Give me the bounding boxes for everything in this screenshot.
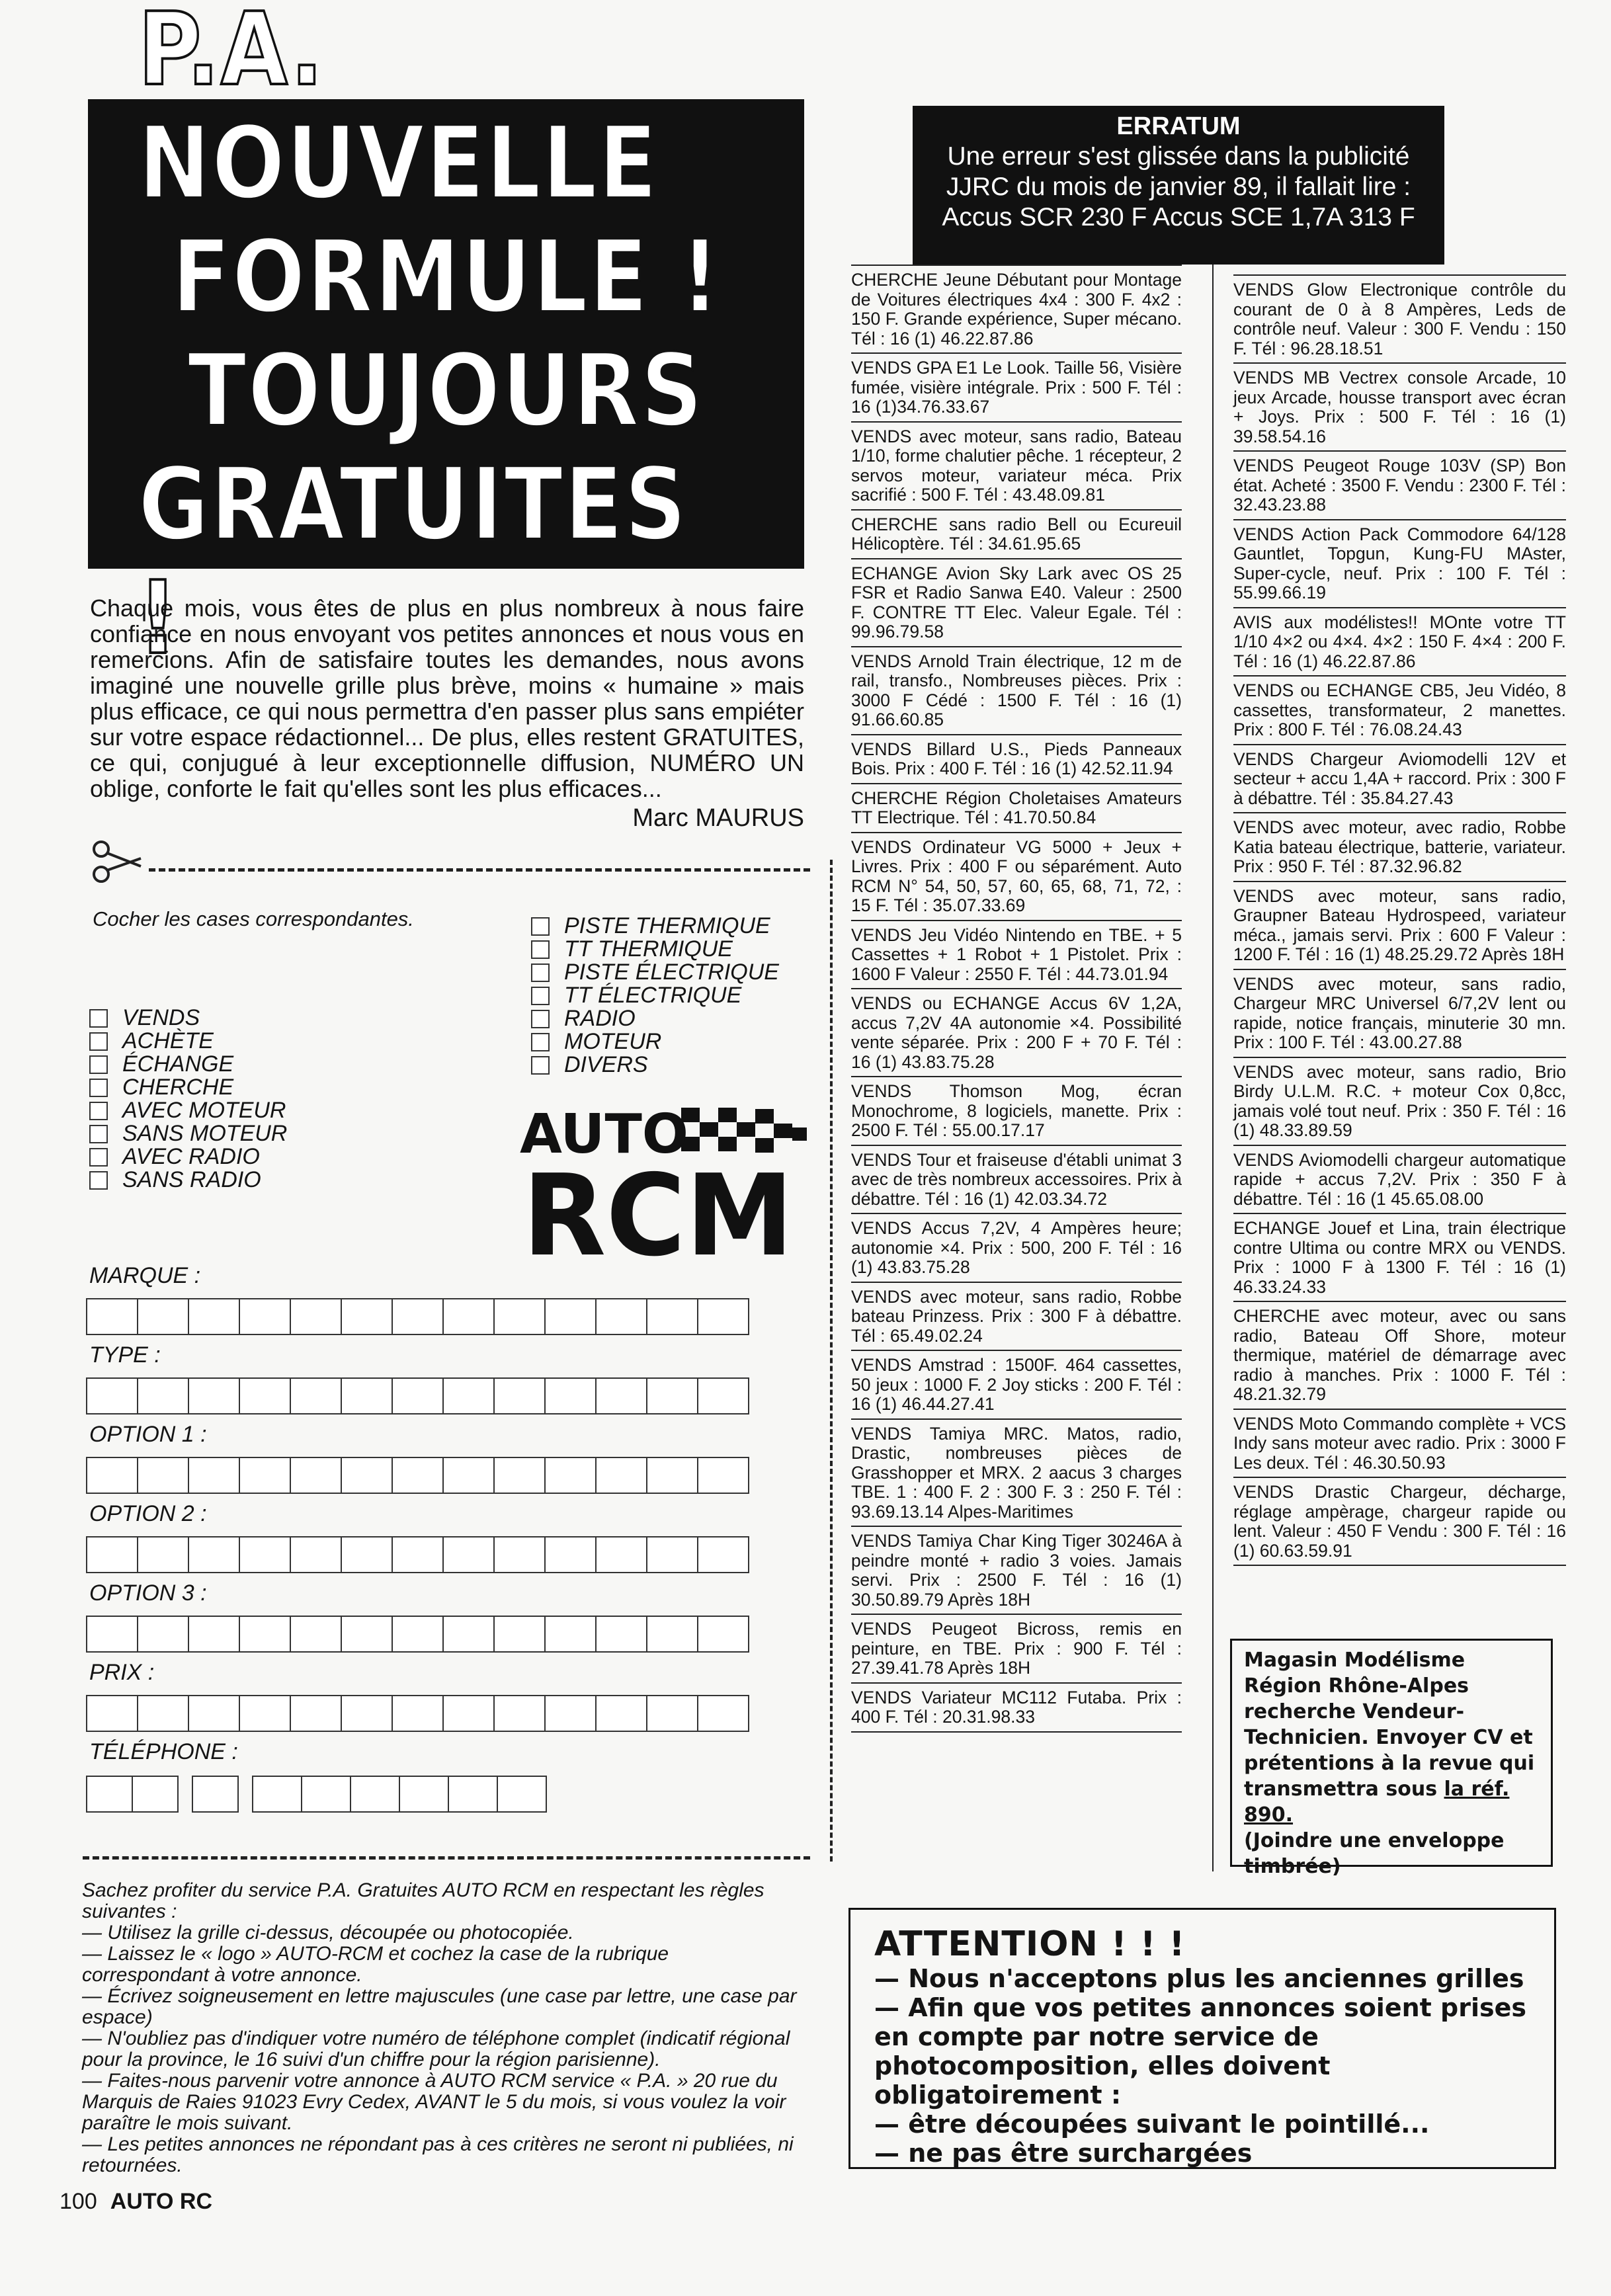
headline-line: FORMULE ! — [171, 218, 721, 335]
rules-line: — Laissez le « logo » AUTO-RCM et cochez la case de la rubrique correspondant à votre annonce. — [82, 1943, 669, 1986]
logo-auto: AUTO — [520, 1103, 688, 1166]
letter-cell[interactable] — [188, 1536, 239, 1573]
classified-ad: VENDS Billard U.S., Pieds Panneaux Bois. Prix : 400 F. Tél : 16 (1) 42.52.11.94 — [851, 735, 1182, 784]
classified-ad: CHERCHE sans radio Bell ou Ecureuil Hélicoptère. Tél : 34.61.95.65 — [851, 511, 1182, 559]
letter-cell[interactable] — [399, 1776, 448, 1813]
letter-cell[interactable] — [646, 1457, 697, 1494]
checkbox-label: PISTE THERMIQUE — [564, 913, 770, 938]
letter-cell[interactable] — [239, 1457, 290, 1494]
classified-ad: VENDS avec moteur, sans radio, Chargeur MRC Universel 6/7,2V lent ou rapide, notice français, minuterie 30 mn. Prix : 100 F. Tél : 43.00.27.88 — [1233, 970, 1566, 1058]
letter-cell[interactable] — [697, 1695, 749, 1732]
intro-text: Chaque mois, vous êtes de plus en plus nombreux à nous faire confiance en nous envoyant vos petites annonces et nous vous en remercions. Afin de satisfaire toutes les demandes, nous avons imaginé une nouvelle grille plus brève, moins « humaine » mais plus efficace, ce qui nous permettra d'en passer plus sans empiéter sur votre espace rédactionnel... De plus, elles restent GRATUITES, ce qui, conjugué à leur exceptionnelle diffusion, NUMÉRO UN oblige, conforte le fait qu'elles sont les plus efficaces... — [90, 594, 804, 802]
magazine-name: AUTO RC — [110, 2189, 212, 2214]
classified-ad: CHERCHE Région Choletaises Amateurs TT Electrique. Tél : 41.70.50.84 — [851, 784, 1182, 833]
letter-cell[interactable] — [188, 1377, 239, 1414]
letter-cell[interactable] — [86, 1616, 137, 1653]
scissors-icon — [89, 840, 142, 886]
field-label-option-2: OPTION 2 : — [89, 1501, 207, 1526]
checkbox-label: VENDS — [122, 1005, 200, 1030]
erratum-line: Une erreur s'est glissée dans la publicité — [947, 142, 1410, 171]
letter-cell[interactable] — [239, 1536, 290, 1573]
checkbox-label: TT ÉLECTRIQUE — [564, 983, 742, 1008]
letter-cell[interactable] — [448, 1776, 497, 1813]
classified-ad: VENDS avec moteur, sans radio, Bateau 1/10, forme chalutier pêche. 1 récepteur, 2 servos moteur, variateur méca. Prix sacrifié : 500 F. Tél : 43.48.09.81 — [851, 423, 1182, 511]
checkbox-box[interactable] — [531, 987, 550, 1005]
letter-cell[interactable] — [595, 1616, 646, 1653]
classified-ad: CHERCHE Jeune Débutant pour Montage de Voitures électriques 4x4 : 300 F. 4x2 : 150 F. Grande expérience, Super mécano. Tél : 16 (1) 46.22.87.86 — [851, 265, 1182, 354]
letter-cell[interactable] — [137, 1457, 188, 1494]
classified-ad: VENDS Variateur MC112 Futaba. Prix : 400 F. Tél : 20.31.98.33 — [851, 1684, 1182, 1733]
classified-ad: VENDS GPA E1 Le Look. Taille 56, Visière fumée, visière intégrale. Prix : 500 F. Tél : 16 (1)34.76.33.67 — [851, 354, 1182, 423]
letter-cell[interactable] — [341, 1695, 392, 1732]
letter-cell[interactable] — [595, 1298, 646, 1335]
field-label-option-3: OPTION 3 : — [89, 1580, 207, 1606]
letter-cell[interactable] — [350, 1776, 399, 1813]
checkbox-label: AVEC MOTEUR — [122, 1098, 286, 1123]
headline-line: TOUJOURS — [188, 332, 704, 449]
field-label-option-1: OPTION 1 : — [89, 1422, 207, 1447]
rules-line: Sachez profiter du service P.A. Gratuites AUTO RCM en respectant les règles suivantes : — [82, 1879, 764, 1922]
letter-cell[interactable] — [290, 1298, 341, 1335]
headline-line: P.A. NOUVELLE — [138, 0, 659, 222]
letter-cell[interactable] — [137, 1298, 188, 1335]
letter-cell[interactable] — [192, 1776, 239, 1813]
vertical-cut-line — [830, 860, 833, 1862]
classified-ad: VENDS avec moteur, sans radio, Graupner Bateau Hydrospeed, variateur méca., jamais servi. Prix : 600 F Valeur : 1200 F. Tél : 16 (1) 48.25.29.72 Après 18H — [1233, 882, 1566, 970]
auto-rcm-logo — [516, 1101, 810, 1260]
letter-cell[interactable] — [137, 1695, 188, 1732]
checkbox-label: SANS RADIO — [122, 1167, 261, 1192]
erratum-line: Accus SCR 230 F Accus SCE 1,7A 313 F — [942, 203, 1415, 231]
headline-line: GRATUITES ! — [138, 446, 688, 676]
letter-cell[interactable] — [392, 1457, 442, 1494]
field-grid-option-3[interactable] — [86, 1616, 749, 1651]
classified-ad: VENDS avec moteur, sans radio, Brio Birdy U.L.M. R.C. + moteur Cox 0,8cc, jamais volé tout neuf. Prix : 350 F. Tél : 16 (1) 48.33.89.59 — [1233, 1058, 1566, 1146]
letter-cell[interactable] — [341, 1377, 392, 1414]
letter-cell[interactable] — [392, 1377, 442, 1414]
letter-cell[interactable] — [290, 1695, 341, 1732]
letter-cell[interactable] — [544, 1616, 595, 1653]
ads-column-middle — [851, 265, 1182, 1733]
letter-cell[interactable] — [544, 1536, 595, 1573]
letter-cell[interactable] — [86, 1536, 137, 1573]
job-offer-text: Magasin Modélisme Région Rhône-Alpes recherche Vendeur-Technicien. Envoyer CV et prétentions à la revue qui transmettra sous — [1244, 1649, 1535, 1801]
checkbox-box[interactable] — [89, 1079, 108, 1097]
checkbox-label: DIVERS — [564, 1052, 648, 1077]
classified-ad: VENDS ou ECHANGE Accus 6V 1,2A, accus 7,2V 4A autonomie ×4. Possibilité vente séparée. Prix : 200 F + 70 F. Tél : 16 (1) 43.83.75.28 — [851, 989, 1182, 1077]
logo-rcm: RCM — [522, 1151, 794, 1260]
letter-cell[interactable] — [290, 1377, 341, 1414]
checkbox-label: ÉCHANGE — [122, 1051, 234, 1077]
letter-cell[interactable] — [188, 1695, 239, 1732]
page-footer — [60, 2189, 212, 2215]
rules-text — [82, 1880, 800, 2176]
field-grid-telephone[interactable] — [86, 1776, 547, 1811]
classified-ad: VENDS Accus 7,2V, 4 Ampères heure; autonomie ×4. Prix : 500, 200 F. Tél : 16 (1) 43.83.75.28 — [851, 1214, 1182, 1283]
checkbox-box[interactable] — [531, 1056, 550, 1075]
attention-line: — Nous n'acceptons plus les anciennes grilles — [874, 1964, 1524, 1993]
letter-cell[interactable] — [493, 1616, 544, 1653]
letter-cell[interactable] — [301, 1776, 350, 1813]
classified-ad: VENDS ou ECHANGE CB5, Jeu Vidéo, 8 cassettes, transformateur, 2 manettes. Prix : 800 F. Tél : 76.08.24.43 — [1233, 676, 1566, 745]
checkbox-label: TT THERMIQUE — [564, 936, 733, 962]
letter-cell[interactable] — [493, 1695, 544, 1732]
column-divider — [1212, 265, 1214, 1871]
field-grid-option-2[interactable] — [86, 1536, 749, 1572]
intro-paragraph — [90, 595, 804, 831]
classified-ad: VENDS Drastic Chargeur, décharge, réglage ampèrage, chargeur rapide ou lent. Valeur : 450 F Vendu : 300 F. Tél : 16 (1) 60.63.59.91 — [1233, 1478, 1566, 1566]
letter-cell[interactable] — [86, 1776, 132, 1813]
ads-column-right — [1233, 274, 1566, 1566]
checkbox-avec-radio[interactable] — [89, 1145, 287, 1168]
letter-cell[interactable] — [595, 1457, 646, 1494]
field-grid-type[interactable] — [86, 1377, 749, 1413]
classified-ad: VENDS Glow Electronique contrôle du courant de 0 à 8 Ampères, Leds de contrôle neuf. Valeur : 300 F. Vendu : 150 F. Tél : 96.28.18.51 — [1233, 274, 1566, 364]
checkbox-tt-electrique[interactable] — [531, 984, 779, 1007]
rules-line: — Écrivez soigneusement en lettre majuscules (une case par lettre, une case par espace) — [82, 1985, 797, 2028]
checkbox-achete[interactable] — [89, 1030, 287, 1053]
checkbox-box[interactable] — [89, 1032, 108, 1051]
classified-ad: VENDS Amstrad : 1500F. 464 cassettes, 50 jeux : 1000 F. 2 Joy sticks : 200 F. Tél : 16 (1) 46.44.27.41 — [851, 1351, 1182, 1420]
letter-cell[interactable] — [392, 1695, 442, 1732]
classified-ad: VENDS Tour et fraiseuse d'établi unimat 3 avec de très nombreux accessoires. Prix à débattre. Tél : 16 (1) 42.03.34.72 — [851, 1146, 1182, 1215]
letter-cell[interactable] — [646, 1377, 697, 1414]
classified-ad: VENDS Tamiya MRC. Matos, radio, Drastic, nombreuses pièces de Grasshopper et MRX. 2 aacus 3 charges TBE. 1 : 400 F. 2 : 300 F. 3 : 250 F. Tél : 93.69.13.14 Alpes-Maritimes — [851, 1420, 1182, 1528]
checkbox-box[interactable] — [89, 1125, 108, 1143]
letter-cell[interactable] — [341, 1536, 392, 1573]
letter-cell[interactable] — [290, 1457, 341, 1494]
letter-cell[interactable] — [188, 1457, 239, 1494]
letter-cell[interactable] — [646, 1616, 697, 1653]
letter-cell[interactable] — [188, 1298, 239, 1335]
checkbox-label: RADIO — [564, 1006, 636, 1031]
classified-ad: VENDS Tamiya Char King Tiger 30246A à peindre monté + radio 3 voies. Jamais servi. Prix : 2500 F. Tél : 16 (1) 30.50.89.79 Après 18H — [851, 1527, 1182, 1615]
letter-cell[interactable] — [697, 1536, 749, 1573]
classified-ad: ECHANGE Avion Sky Lark avec OS 25 FSR et Radio Sanwa E40. Valeur : 2500 F. CONTRE TT Elec. Valeur Egale. Tél : 99.96.79.58 — [851, 559, 1182, 647]
letter-cell[interactable] — [544, 1695, 595, 1732]
letter-cell[interactable] — [239, 1377, 290, 1414]
erratum-title: ERRATUM — [1116, 112, 1241, 140]
letter-cell[interactable] — [392, 1616, 442, 1653]
letter-cell[interactable] — [86, 1377, 137, 1414]
letter-cell[interactable] — [493, 1457, 544, 1494]
checkbox-label: ACHÈTE — [122, 1028, 214, 1053]
letter-cell[interactable] — [646, 1298, 697, 1335]
checkbox-box[interactable] — [89, 1171, 108, 1190]
rules-line: — Les petites annonces ne répondant pas à ces critères ne seront ni publiées, ni retournées. — [82, 2133, 794, 2176]
classified-ad: ECHANGE Jouef et Lina, train électrique contre Ultima ou contre MRX ou VENDS. Prix : 1000 F à 1300 F. Tél : 16 (1) 46.33.24.33 — [1233, 1214, 1566, 1302]
checkbox-box[interactable] — [89, 1102, 108, 1120]
field-label-telephone: TÉLÉPHONE : — [89, 1739, 238, 1764]
letter-cell[interactable] — [188, 1616, 239, 1653]
classified-ad: VENDS Action Pack Commodore 64/128 Gauntlet, Topgun, Kung-FU MAster, Super-cycle, neuf. Prix : 100 F. Tél : 55.99.66.19 — [1233, 520, 1566, 608]
classified-ad: VENDS Moto Commando complète + VCS Indy sans moteur avec radio. Prix : 3000 F Les deux. Tél : 46.30.50.93 — [1233, 1410, 1566, 1479]
letter-cell[interactable] — [341, 1616, 392, 1653]
cut-line-top — [149, 868, 810, 872]
letter-cell[interactable] — [544, 1377, 595, 1414]
attention-line: — ne pas être surchargées — [874, 2139, 1253, 2168]
letter-cell[interactable] — [595, 1377, 646, 1414]
field-label-type: TYPE : — [89, 1342, 161, 1368]
letter-cell[interactable] — [442, 1616, 493, 1653]
letter-cell[interactable] — [86, 1695, 137, 1732]
checkbox-sans-radio[interactable] — [89, 1168, 287, 1192]
checkbox-box[interactable] — [89, 1055, 108, 1074]
checkbox-label: CHERCHE — [122, 1075, 234, 1100]
classified-ad: CHERCHE avec moteur, avec ou sans radio, Bateau Off Shore, moteur thermique, matériel de démarrage avec radio à manches. Prix : 1000 F. Tél : 48.21.32.79 — [1233, 1302, 1566, 1410]
letter-cell[interactable] — [341, 1457, 392, 1494]
phone-group — [86, 1776, 179, 1811]
rules-line: — Faites-nous parvenir votre annonce à AUTO RCM service « P.A. » 20 rue du Marquis de Raies 91023 Evry Cedex, AVANT le 5 du mois, si vous voulez la voir paraître le mois suivant. — [82, 2070, 786, 2134]
letter-cell[interactable] — [442, 1298, 493, 1335]
rules-line: — Utilisez la grille ci-dessus, découpée ou photocopiée. — [82, 1922, 574, 1944]
letter-cell[interactable] — [252, 1776, 301, 1813]
letter-cell[interactable] — [86, 1298, 137, 1335]
letter-cell[interactable] — [697, 1616, 749, 1653]
classified-ad: VENDS Ordinateur VG 5000 + Jeux + Livres. Prix : 400 F ou séparément. Auto RCM N° 54, 50, 57, 60, 65, 68, 71, 72, : 15 F. Tél : 35.07.33.69 — [851, 833, 1182, 921]
letter-cell[interactable] — [493, 1298, 544, 1335]
attention-title: ATTENTION ! ! ! — [874, 1924, 1186, 1964]
attention-box — [848, 1908, 1556, 2169]
checkbox-echange[interactable] — [89, 1053, 287, 1076]
phone-group — [192, 1776, 239, 1811]
category-list-right — [531, 915, 779, 1077]
letter-cell[interactable] — [442, 1457, 493, 1494]
classified-ad: VENDS avec moteur, sans radio, Robbe bateau Prinzess. Prix : 300 F à débattre. Tél : 65.49.02.24 — [851, 1283, 1182, 1352]
letter-cell[interactable] — [239, 1616, 290, 1653]
letter-cell[interactable] — [544, 1457, 595, 1494]
attention-line: — Afin que vos petites annonces soient prises en compte par notre service de photocomposition, elles doivent obligatoirement : — [874, 1993, 1527, 2110]
category-list-left — [89, 1006, 287, 1192]
letter-cell[interactable] — [497, 1776, 547, 1813]
classified-ad: VENDS Aviomodelli chargeur automatique rapide + accus 7,2V. Prix : 350 F à débattre. Tél : 16 (1 45.65.08.00 — [1233, 1146, 1566, 1215]
field-grid-marque[interactable] — [86, 1298, 749, 1334]
classified-ad: VENDS MB Vectrex console Arcade, 10 jeux Arcade, housse transport avec écran + Joys. Prix : 500 F. Tél : 16 (1) 39.58.54.16 — [1233, 364, 1566, 452]
form-instruction: Cocher les cases correspondantes. — [93, 907, 414, 930]
page-number: 100 — [60, 2189, 97, 2214]
checkbox-tt-thermique[interactable] — [531, 938, 779, 961]
letter-cell[interactable] — [595, 1536, 646, 1573]
job-offer-box — [1230, 1639, 1553, 1878]
classified-ad: VENDS Peugeot Rouge 103V (SP) Bon état. Acheté : 3500 F. Vendu : 2300 F. Tél : 32.43.23.88 — [1233, 452, 1566, 520]
letter-cell[interactable] — [544, 1298, 595, 1335]
checkbox-piste-thermique[interactable] — [531, 915, 779, 938]
letter-cell[interactable] — [86, 1457, 137, 1494]
checkbox-radio[interactable] — [531, 1007, 779, 1030]
classified-ad: VENDS Chargeur Aviomodelli 12V et secteur + accu 1,4A + raccord. Prix : 300 F à débattre. Tél : 35.84.27.43 — [1233, 745, 1566, 814]
checkbox-box[interactable] — [531, 917, 550, 936]
letter-cell[interactable] — [137, 1377, 188, 1414]
letter-cell[interactable] — [290, 1616, 341, 1653]
letter-cell[interactable] — [239, 1298, 290, 1335]
classified-ad: VENDS Arnold Train électrique, 12 m de rail, transfo., Nombreuses pièces. Prix : 3000 F Cédé : 1500 F. Tél : 16 (1) 91.66.60.85 — [851, 647, 1182, 735]
letter-cell[interactable] — [239, 1695, 290, 1732]
checkbox-piste-electrique[interactable] — [531, 961, 779, 984]
field-grid-prix[interactable] — [86, 1695, 749, 1731]
rules-line: — N'oubliez pas d'indiquer votre numéro de téléphone complet (indicatif régional pour la province, le 16 suivi d'un chiffre pour la région parisienne). — [82, 2028, 790, 2070]
job-offer-ref: la réf. 890. — [1244, 1778, 1510, 1826]
classified-ad: VENDS Jeu Vidéo Nintendo en TBE. + 5 Cassettes + 1 Robot + 1 Pistolet. Prix : 1600 F Valeur : 2550 F. Tél : 44.73.01.94 — [851, 921, 1182, 990]
checkbox-box[interactable] — [531, 940, 550, 959]
letter-cell[interactable] — [697, 1298, 749, 1335]
checkbox-sans-moteur[interactable] — [89, 1122, 287, 1145]
cut-line-bottom — [83, 1856, 810, 1860]
checkbox-vends[interactable] — [89, 1006, 287, 1030]
letter-cell[interactable] — [646, 1695, 697, 1732]
checkbox-label: MOTEUR — [564, 1029, 662, 1054]
headline-block — [88, 0, 804, 676]
checkbox-divers[interactable] — [531, 1053, 779, 1077]
checkbox-box[interactable] — [531, 1010, 550, 1028]
classified-ad: VENDS Thomson Mog, écran Monochrome, 8 logiciels, manette. Prix : 2500 F. Tél : 55.00.17.17 — [851, 1077, 1182, 1146]
letter-cell[interactable] — [341, 1298, 392, 1335]
field-grid-option-1[interactable] — [86, 1457, 749, 1493]
checkbox-label: PISTE ÉLECTRIQUE — [564, 960, 779, 985]
checkbox-cherche[interactable] — [89, 1076, 287, 1099]
letter-cell[interactable] — [595, 1695, 646, 1732]
checkbox-avec-moteur[interactable] — [89, 1099, 287, 1122]
job-offer-note: (Joindre une enveloppe timbrée) — [1244, 1829, 1505, 1878]
classified-ad: AVIS aux modélistes!! MOnte votre TT 1/10 4×2 ou 4×4. 4×2 : 150 F. 4×4 : 200 F. Tél : 16 (1) 46.22.87.86 — [1233, 608, 1566, 677]
letter-cell[interactable] — [392, 1536, 442, 1573]
classified-ad: VENDS Peugeot Bicross, remis en peinture, en TBE. Prix : 900 F. Tél : 27.39.41.78 Après 18H — [851, 1615, 1182, 1684]
letter-cell[interactable] — [493, 1536, 544, 1573]
checkbox-box[interactable] — [531, 1033, 550, 1051]
field-label-prix: PRIX : — [89, 1660, 155, 1685]
checkered-flag-icon — [681, 1108, 807, 1153]
letter-cell[interactable] — [697, 1377, 749, 1414]
erratum-line: JJRC du mois de janvier 89, il fallait lire : — [946, 173, 1411, 201]
letter-cell[interactable] — [442, 1695, 493, 1732]
letter-cell[interactable] — [137, 1536, 188, 1573]
checkbox-box[interactable] — [531, 964, 550, 982]
checkbox-box[interactable] — [89, 1148, 108, 1167]
checkbox-label: AVEC RADIO — [122, 1144, 260, 1169]
checkbox-moteur[interactable] — [531, 1030, 779, 1053]
letter-cell[interactable] — [442, 1536, 493, 1573]
letter-cell[interactable] — [290, 1536, 341, 1573]
letter-cell[interactable] — [646, 1536, 697, 1573]
attention-line: — être découpées suivant le pointillé... — [874, 2110, 1430, 2139]
field-label-marque: MARQUE : — [89, 1263, 201, 1288]
phone-group — [252, 1776, 547, 1811]
intro-signature: Marc MAURUS — [632, 804, 804, 832]
letter-cell[interactable] — [697, 1457, 749, 1494]
classified-ad: VENDS avec moteur, avec radio, Robbe Katia bateau électrique, batterie, variateur. Prix : 950 F. Tél : 87.32.96.82 — [1233, 813, 1566, 882]
checkbox-box[interactable] — [89, 1009, 108, 1028]
letter-cell[interactable] — [132, 1776, 179, 1813]
letter-cell[interactable] — [493, 1377, 544, 1414]
letter-cell[interactable] — [442, 1377, 493, 1414]
erratum-box — [913, 106, 1444, 265]
letter-cell[interactable] — [392, 1298, 442, 1335]
checkbox-label: SANS MOTEUR — [122, 1121, 288, 1146]
letter-cell[interactable] — [137, 1616, 188, 1653]
